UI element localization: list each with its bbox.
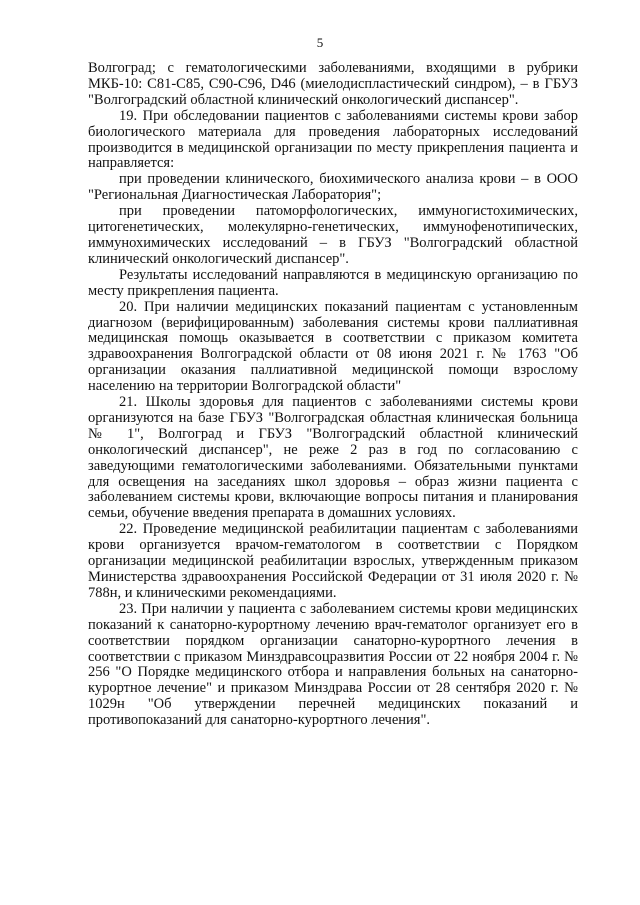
page-number: 5 — [316, 35, 324, 50]
paragraph-18-continuation: Волгоград; с гематологическими заболеваниями, входящими в рубрики МКБ-10: С81-С85, С90-С96, D46 (миелодиспластический синдром), – в ГБУЗ "Волгоградский областной клинический онкологический диспансер". — [88, 60, 578, 108]
paragraph-20: 20. При наличии медицинских показаний пациентам с установленным диагнозом (верифицированным) заболевания системы крови паллиативная медицинская помощь оказывается в соответствии с приказом комитета здравоохранения Волгоградской области от 08 июня 2021 г. № 1763 "Об организации оказания паллиативной медицинской помощи взрослому населению на территории Волгоградской области" — [88, 298, 578, 395]
paragraph-19-item-special: при проведении патоморфологических, иммуногистохимических, цитогенетических, молекулярно-генетических, иммунофенотипических, иммунохимических исследований – в ГБУЗ "Волгоградский областной клинический онкологический диспансер". — [88, 203, 578, 267]
paragraph-19-item-clinical: при проведении клинического, биохимического анализа крови – в ООО "Региональная Диагностическая Лаборатория"; — [88, 171, 578, 204]
document-body — [88, 61, 578, 729]
paragraph-22: 22. Проведение медицинской реабилитации пациентам с заболеваниями крови организуется врачом-гематологом в соответствии с Порядком организации медицинской реабилитации взрослых, утвержденным приказом Министерства здравоохранения Российской Федерации от 31 июля 2020 г. № 788н, и клиническими рекомендациями. — [88, 521, 578, 601]
paragraph-21: 21. Школы здоровья для пациентов с заболеваниями системы крови организуются на базе ГБУЗ "Волгоградская областная клиническая больница № 1", Волгоград и ГБУЗ "Волгоградский областной клинический онкологический диспансер", не реже 2 раз в год по согласованию с заведующими гематологическими заболеваниями. Обязательными пунктами для освещения на заседаниях школ здоровья – образ жизни пациента с заболеванием системы крови, включающие вопросы питания и планирования семьи, обучение введения препарата в домашних условиях. — [88, 394, 578, 522]
paragraph-23: 23. При наличии у пациента с заболеванием системы крови медицинских показаний к санаторно-курортному лечению врач-гематолог организует его в соответствии порядком организации санаторно-курортного лечения в соответствии с приказом Минздравсоцразвития России от 22 ноября 2004 г. № 256 "О Порядке медицинского отбора и направления больных на санаторно-курортное лечение" и приказом Минздрава России от 28 сентября 2020 г. № 1029н "Об утверждении перечней медицинских показаний и противопоказаний для санаторно-курортного лечения". — [88, 600, 578, 729]
paragraph-19-results: Результаты исследований направляются в медицинскую организацию по месту прикрепления пациента. — [88, 266, 578, 299]
paragraph-19: 19. При обследовании пациентов с заболеваниями системы крови забор биологического материала для проведения лабораторных исследований производится в медицинской организации по месту прикрепления пациента и направляется: — [88, 107, 578, 172]
